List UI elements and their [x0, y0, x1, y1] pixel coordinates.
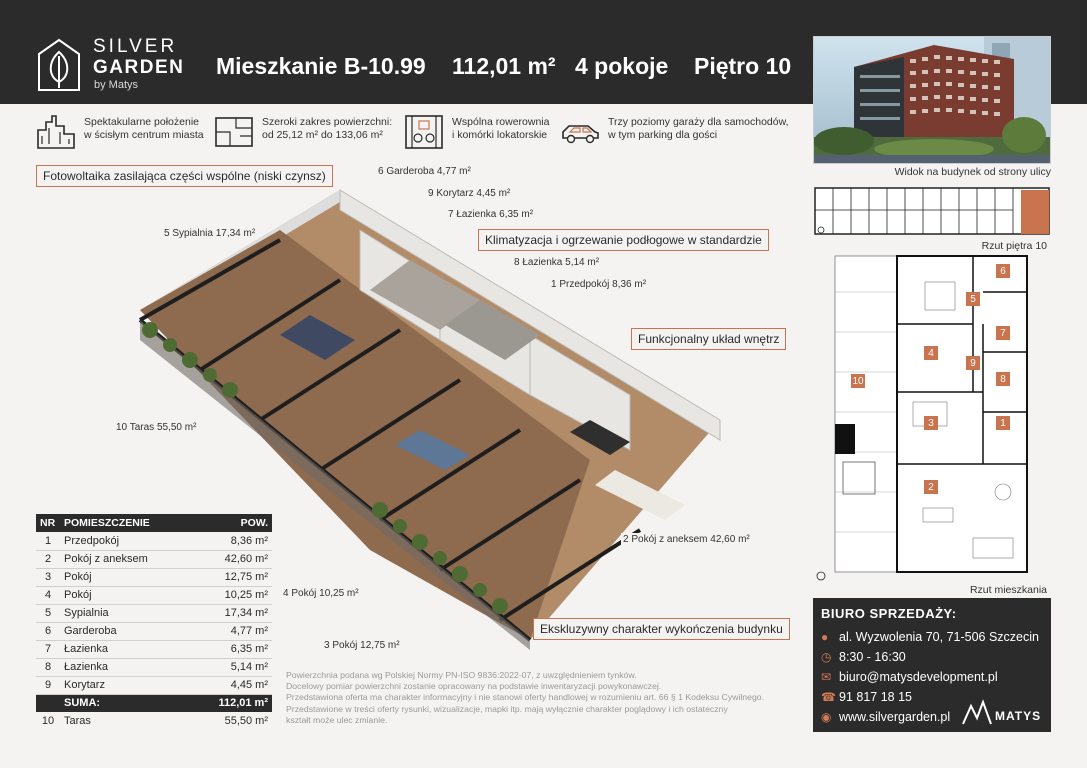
- office-phone[interactable]: ☎ 91 817 18 15: [821, 690, 912, 704]
- city-skyline-icon: [36, 114, 76, 150]
- table-row: 1 Przedpokój 8,36 m²: [36, 532, 272, 550]
- apartment-area: 112,01 m²: [452, 53, 556, 79]
- hero-caption: Widok na budynek od strony ulicy: [894, 166, 1051, 178]
- table-row: 2 Pokój z aneksem 42,60 m²: [36, 550, 272, 568]
- floor-plan-caption: Rzut piętra 10: [981, 240, 1047, 252]
- apartment-floor: Piętro 10: [694, 53, 792, 79]
- plan-number: 9: [970, 358, 976, 369]
- brand-line2: GARDEN: [93, 57, 185, 78]
- table-row: 9 Korytarz 4,45 m²: [36, 676, 272, 694]
- brand-line3: by Matys: [94, 79, 139, 91]
- building-photo: [813, 36, 1051, 164]
- office-website[interactable]: ◉ www.silvergarden.pl: [821, 710, 951, 724]
- floor-plan-icon: [214, 114, 254, 150]
- apartment-plan-drawing: [813, 252, 1051, 584]
- room-label-5: 5 Sypialnia 17,34 m²: [164, 228, 256, 239]
- feature-text: Trzy poziomy garaży dla samochodów, w tym parking dla gości: [608, 116, 789, 141]
- plan-number: 1: [1000, 418, 1006, 429]
- plan-number: 4: [928, 348, 934, 359]
- office-hours: ◷ 8:30 - 16:30: [821, 650, 906, 664]
- table-row: 5 Sypialnia 17,34 m²: [36, 604, 272, 622]
- table-row: 6 Garderoba 4,77 m²: [36, 622, 272, 640]
- brand-logo: [36, 36, 186, 96]
- map-pin-icon: ●: [821, 630, 829, 644]
- office-email[interactable]: ✉ biuro@matysdevelopment.pl: [821, 670, 998, 684]
- callout-layout: Funkcjonalny układ wnętrz: [631, 328, 786, 350]
- apartment-plan-caption: Rzut mieszkania: [969, 584, 1047, 596]
- apartment-id: Mieszkanie B-10.99: [216, 53, 426, 79]
- house-leaf-icon: [36, 36, 82, 92]
- plan-number: 2: [928, 482, 934, 493]
- plan-number: 5: [970, 294, 976, 305]
- office-title: BIURO SPRZEDAŻY:: [821, 606, 957, 621]
- plan-number: 10: [852, 376, 864, 387]
- sales-office-box: [813, 598, 1051, 732]
- room-label-1: 1 Przedpokój 8,36 m²: [551, 279, 647, 290]
- header-room: POMIESZCZENIE: [60, 514, 191, 532]
- feature-text: Szeroki zakres powierzchni: od 25,12 m² do 133,06 m²: [262, 116, 393, 141]
- table-terrace-row: 10 Taras 55,50 m²: [41, 715, 268, 727]
- car-icon: [560, 114, 600, 150]
- callout-exclusive: Ekskluzywny charakter wykończenia budynku: [533, 618, 790, 640]
- feature-text: Spektakularne położenie w ścisłym centrum miasta: [84, 116, 204, 141]
- envelope-icon: ✉: [821, 670, 832, 684]
- office-address: ● al. Wyzwolenia 70, 71-506 Szczecin: [821, 630, 1039, 644]
- feature-text: Wspólna rowerownia i komórki lokatorskie: [452, 116, 550, 141]
- room-label-6: 6 Garderoba 4,77 m²: [378, 166, 471, 177]
- callout-photovoltaics: Fotowoltaika zasilająca części wspólne (niski czynsz): [36, 165, 333, 187]
- room-label-10: 10 Taras 55,50 m²: [116, 422, 197, 433]
- globe-icon: ◉: [821, 710, 832, 724]
- header-nr: NR: [36, 514, 60, 532]
- brand-line1: SILVER: [93, 36, 178, 57]
- room-label-4: 4 Pokój 10,25 m²: [283, 588, 359, 599]
- bicycle-storage-icon: [404, 114, 444, 150]
- apartment-rooms: 4 pokoje: [575, 53, 669, 79]
- table-row: 3 Pokój 12,75 m²: [36, 568, 272, 586]
- room-area-table: [36, 514, 272, 730]
- room-label-9: 9 Korytarz 4,45 m²: [428, 188, 511, 199]
- phone-icon: ☎: [821, 690, 836, 704]
- plan-number: 3: [928, 418, 934, 429]
- table-sum-row: SUMA: 112,01 m²: [36, 694, 272, 712]
- table-row: 7 Łazienka 6,35 m²: [36, 640, 272, 658]
- table-header-row: [36, 514, 272, 532]
- clock-icon: ◷: [821, 650, 832, 664]
- room-label-7: 7 Łazienka 6,35 m²: [448, 209, 534, 220]
- matys-logo-text: MATYS: [995, 709, 1042, 723]
- matys-logo: [961, 698, 1045, 726]
- plan-number: 8: [1000, 374, 1006, 385]
- legal-disclaimer: Powierzchnia podana wg Polskiej Normy PN-ISO 9836:2022-07, z uwzględnieniem tynków. Docelowy pomiar powierzchni zostanie opracowany na podstawie inwentaryzacji powykonawczej. Przedstawiona oferta ma charakter informacyjny i nie stanowi oferty handlowej w rozumieniu art. 66 § 1 Kodeksu Cywilnego. Przedstawione w treści oferty rysunki, wizualizacje, mapki itp. mają wyłącznie charakter poglądowy i ich ostateczny kształt może ulec zmianie.: [286, 670, 765, 725]
- table-row: 8 Łazienka 5,14 m²: [36, 658, 272, 676]
- header-area: POW.: [191, 514, 272, 532]
- callout-climate: Klimatyzacja i ogrzewanie podłogowe w standardzie: [478, 229, 769, 251]
- room-label-3: 3 Pokój 12,75 m²: [324, 640, 400, 651]
- plan-number: 6: [1000, 266, 1006, 277]
- floor-plan-drawing: [813, 186, 1051, 238]
- room-label-2: 2 Pokój z aneksem 42,60 m²: [623, 534, 750, 545]
- plan-number: 7: [1000, 328, 1006, 339]
- room-label-8: 8 Łazienka 5,14 m²: [514, 257, 600, 268]
- table-row: 4 Pokój 10,25 m²: [36, 586, 272, 604]
